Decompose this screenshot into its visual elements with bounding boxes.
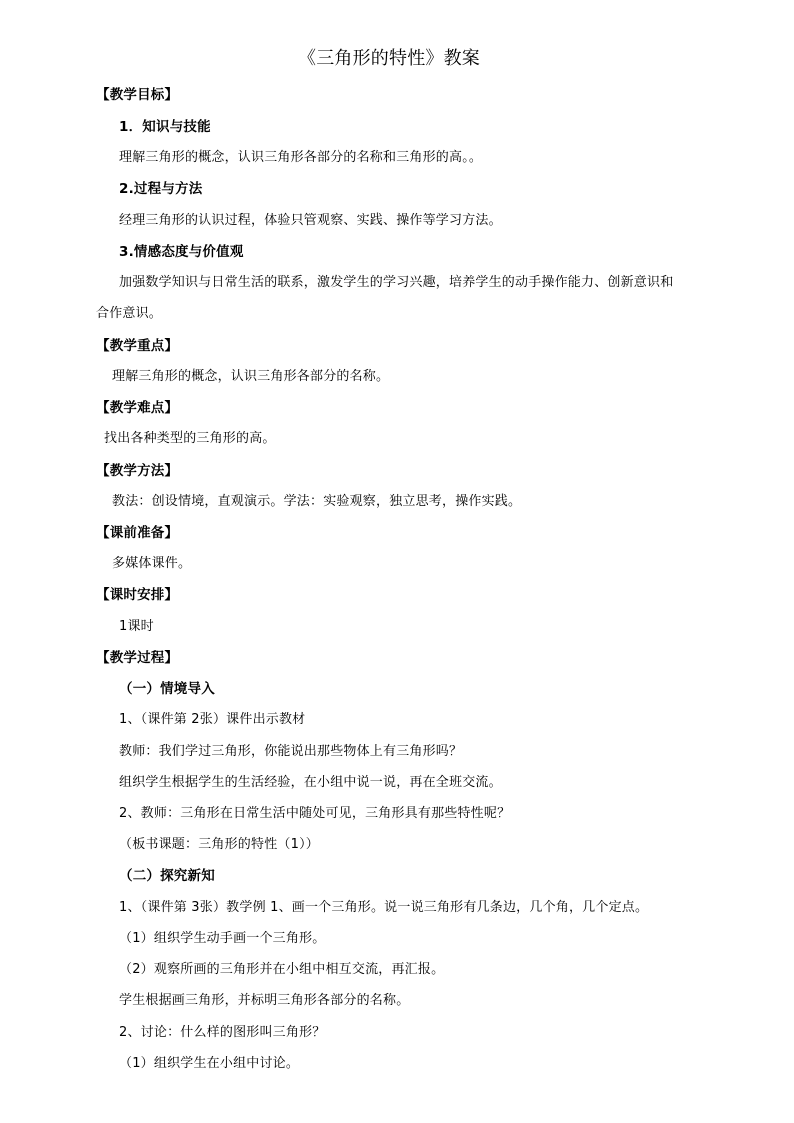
paragraph-line: 理解三角形的概念，认识三角形各部分的名称和三角形的高。。 (119, 150, 483, 165)
paragraph-line: 合作意识。 (96, 306, 163, 321)
paragraph-line: 教师：我们学过三角形，你能说出那些物体上有三角形吗？ (119, 744, 463, 759)
paragraph-line: 理解三角形的概念，认识三角形各部分的名称。 (112, 369, 390, 384)
subheading-explore-new: （二）探究新知 (119, 868, 215, 884)
section-heading-process: 【教学过程】 (96, 650, 179, 666)
paragraph-line: 组织学生根据学生的生活经验，在小组中说一说，再在全班交流。 (119, 775, 502, 790)
subheading-attitude-values: 3.情感态度与价值观 (119, 244, 244, 260)
section-heading-methods: 【教学方法】 (96, 463, 179, 479)
paragraph-line: 多媒体课件。 (112, 556, 192, 571)
paragraph-line: 1、（课件第 2张）课件出示教材 (119, 712, 306, 727)
paragraph-line: （2）观察所画的三角形并在小组中相互交流，再汇报。 (119, 962, 445, 977)
paragraph-line: 加强数学知识与日常生活的联系，激发学生的学习兴趣，培养学生的动手操作能力、创新意识和 (119, 275, 674, 290)
section-heading-schedule: 【课时安排】 (96, 587, 179, 603)
paragraph-line: 教法：创设情境，直观演示。学法：实验观察，独立思考，操作实践。 (112, 494, 522, 509)
paragraph-line: 经理三角形的认识过程，体验只管观察、实践、操作等学习方法。 (119, 213, 502, 228)
paragraph-line: 2、教师：三角形在日常生活中随处可见，三角形具有那些特性呢？ (119, 806, 511, 821)
paragraph-line: （1）组织学生在小组中讨论。 (119, 1056, 300, 1071)
paragraph-line: 学生根据画三角形，并标明三角形各部分的名称。 (119, 993, 410, 1008)
paragraph-line: 1课时 (119, 619, 154, 634)
page-title: 《三角形的特性》教案 (298, 48, 480, 69)
paragraph-line: （板书课题：三角形的特性（1）） (119, 837, 319, 852)
paragraph-line: （1）组织学生动手画一个三角形。 (119, 931, 326, 946)
subheading-knowledge-skills: 1．知识与技能 (119, 119, 211, 135)
section-heading-objectives: 【教学目标】 (96, 87, 179, 103)
paragraph-line: 找出各种类型的三角形的高。 (104, 431, 276, 446)
subheading-process-method: 2.过程与方法 (119, 181, 203, 197)
section-heading-preparation: 【课前准备】 (96, 525, 179, 541)
subheading-situation-intro: （一）情境导入 (119, 681, 215, 697)
section-heading-difficulties: 【教学难点】 (96, 400, 179, 416)
paragraph-line: 2、讨论：什么样的图形叫三角形？ (119, 1025, 326, 1040)
paragraph-line: 1、（课件第 3张）教学例 1、画一个三角形。说一说三角形有几条边，几个角，几个定点。 (119, 900, 649, 915)
section-heading-key-points: 【教学重点】 (96, 338, 179, 354)
